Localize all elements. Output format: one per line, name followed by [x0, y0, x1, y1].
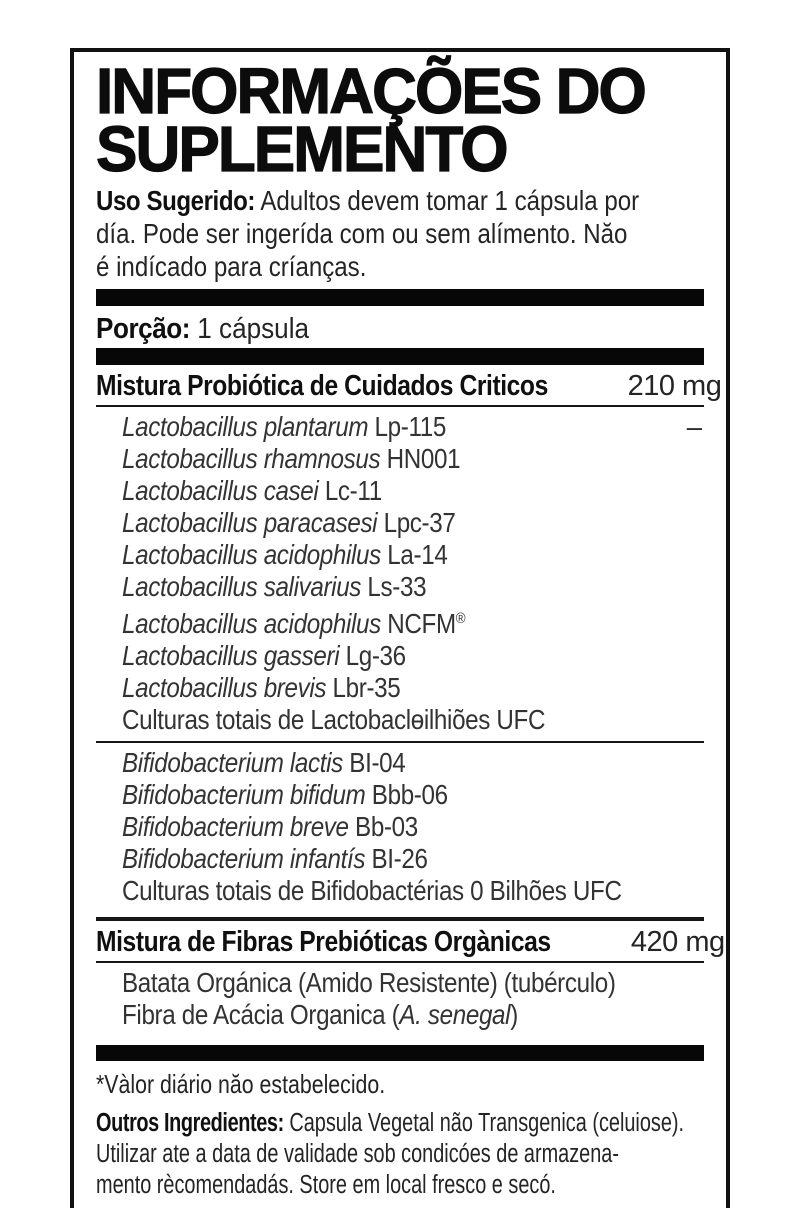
ingredient-row [96, 411, 704, 443]
suggested-use-line1 [96, 184, 640, 217]
panel-title-line2: SUPLEMENTO [96, 113, 507, 185]
strain-code: Lc-11 [318, 475, 382, 506]
other-ingredients-line3: mento rècomendadás. Store em local fresco e secó. [96, 1171, 556, 1200]
section-rule [96, 405, 704, 407]
supplement-facts-panel [70, 48, 730, 1208]
species-name: Lactobacillus gasseri [122, 640, 340, 672]
other-ingredients-paragraph [96, 1108, 704, 1201]
fiber-blend-header [96, 925, 725, 959]
strain-code: Lpc-37 [377, 507, 456, 538]
daily-value-dash: – [686, 411, 702, 442]
ingredient-row [96, 779, 704, 811]
registered-trademark-symbol: ® [455, 610, 466, 627]
daily-value-footnote: *Vàlor diário năo estabelecido. [96, 1069, 386, 1100]
ingredient-row [96, 571, 704, 603]
strain-code: Ls-33 [361, 571, 427, 602]
strain-code: La-14 [380, 539, 448, 570]
species-name: Lactobacillus acidophilus [122, 539, 381, 570]
lactobacillus-total-text: Culturas totais de Lactobaclɵilhiões UFC [122, 704, 546, 736]
species-name: Bifidobacterium lactis [122, 747, 343, 779]
strain-code: NCFM [380, 608, 456, 640]
species-name: Lactobacillus brevis [122, 672, 327, 704]
ingredient-row [96, 640, 704, 672]
fiber-row2-close: ) [510, 999, 518, 1031]
probiotic-blend-amount: 210 mg [627, 370, 722, 402]
suggested-use-line3: é indícado para críanças. [96, 251, 367, 282]
strain-code: BI-26 [365, 843, 428, 875]
species-name: Lactobacillus salivarius [122, 571, 362, 602]
species-name: Bifidobacterium breve [122, 811, 349, 843]
serving-size-label: Porção: [96, 313, 191, 345]
ingredient-row [96, 475, 704, 507]
ingredient-row [96, 672, 704, 704]
species-name: Lactobacillus rhamnosus [122, 443, 381, 474]
section-rule-medium [96, 917, 704, 921]
thick-divider-bar [96, 348, 704, 365]
species-name: A. senegal [399, 999, 511, 1031]
other-ingredients-line1-text: Capsula Vegetal não Transgenica (celuiose). [283, 1109, 685, 1138]
bifidobacterium-list [96, 747, 704, 907]
strain-code: Lg-36 [339, 640, 406, 672]
probiotic-blend-header [96, 369, 722, 403]
suggested-use-paragraph [96, 184, 704, 283]
lactobacillus-total-row [96, 704, 704, 736]
ingredient-row [96, 843, 704, 875]
other-ingredients-label: Outros Ingredientes: [96, 1109, 284, 1138]
strain-code: Bb-03 [348, 811, 418, 843]
thick-divider-bar [96, 289, 704, 306]
ingredient-row [96, 999, 704, 1031]
section-rule [96, 961, 704, 963]
strain-code: Bbb-06 [365, 779, 448, 811]
ingredient-row [96, 811, 704, 843]
fiber-blend-amount: 420 mg [630, 926, 725, 959]
serving-size-value: 1 cápsula [190, 313, 310, 345]
species-name: Lactobacillus casei [122, 475, 319, 506]
strain-code: BI-04 [342, 747, 406, 779]
fiber-blend-name: Mistura de Fibras Prebióticas Orgànicas [96, 926, 551, 959]
ingredient-row [96, 967, 704, 999]
other-ingredients-line2: Utilizar ate a data de validade sob condicóes de armazena- [96, 1140, 619, 1169]
thick-divider-bar [96, 1045, 704, 1061]
bifidobacterium-total-row [96, 875, 704, 907]
bifidobacterium-total-text: Culturas totais de Bifidobactérias 0 Bilhões UFC [122, 875, 622, 907]
suggested-use-line2: día. Pode ser ingerída com ou sem alímento. Năo [96, 218, 628, 249]
serving-size-row [96, 312, 643, 346]
other-ingredients-line1 [96, 1108, 685, 1139]
strain-code: Lp-115 [368, 411, 446, 442]
fiber-list [96, 967, 704, 1031]
species-name: Bifidobacterium infantís [122, 843, 366, 875]
suggested-use-label: Uso Sugerido: [96, 185, 255, 216]
species-name: Lactobacillus paracasesi [122, 507, 378, 538]
species-name: Lactobacillus acidophilus [122, 608, 381, 640]
panel-title [96, 55, 704, 185]
ingredient-row [96, 539, 704, 571]
species-name: Lactobacillus plantarum [122, 411, 369, 442]
lactobacillus-list [96, 411, 704, 736]
panel-title-line1: INFORMAÇÕES DO [96, 55, 645, 127]
fiber-row2-text: Fibra de Acácia Organica ( [122, 999, 400, 1031]
ingredient-row [96, 603, 704, 640]
ingredient-row [96, 747, 704, 779]
species-name: Bifidobacterium bifidum [122, 779, 366, 811]
probiotic-blend-name: Mistura Probiótica de Cuidados Criticos [96, 370, 548, 402]
strain-code: Lbr-35 [326, 672, 401, 704]
fiber-row1-text: Batata Orgánica (Amido Resistente) (tubérculo) [122, 967, 616, 999]
strain-code: HN001 [380, 443, 461, 474]
suggested-use-line1-text: Adultos devem tomar 1 cápsula por [254, 185, 640, 216]
ingredient-row [96, 507, 704, 539]
ingredient-row [96, 443, 704, 475]
section-rule [96, 741, 704, 743]
